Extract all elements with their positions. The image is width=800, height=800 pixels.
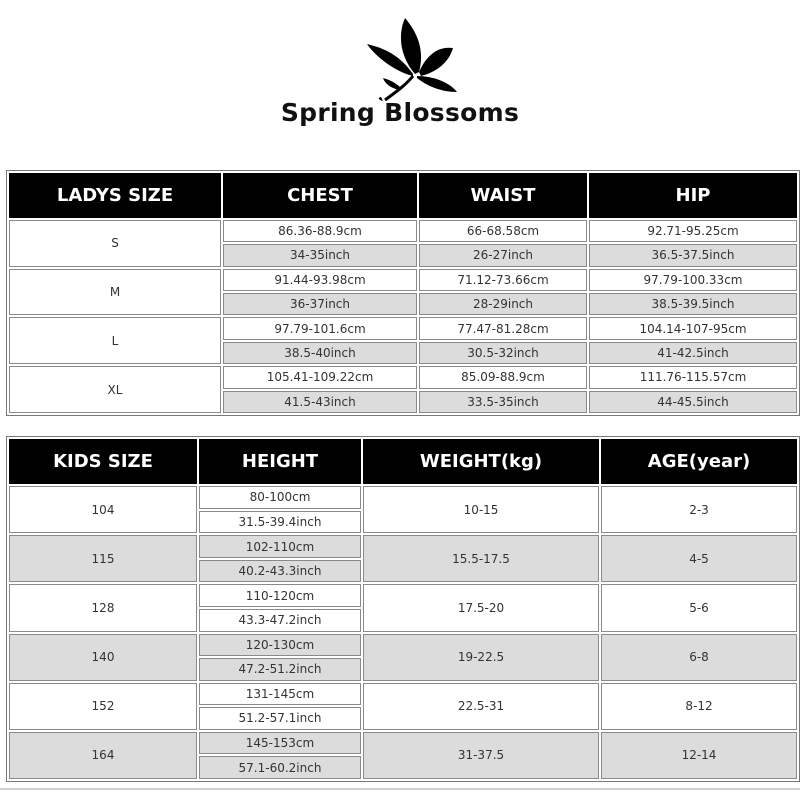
height-cm-cell: 80-100cm xyxy=(199,486,361,509)
size-cell: 128 xyxy=(9,584,197,631)
kids-size-table xyxy=(6,436,800,782)
size-cell: XL xyxy=(9,366,221,413)
hip-cm-cell: 111.76-115.57cm xyxy=(589,366,797,388)
brand-name: Spring Blossoms xyxy=(280,98,520,127)
weight-cell: 17.5-20 xyxy=(363,584,599,631)
height-cm-cell: 102-110cm xyxy=(199,535,361,558)
flower-icon xyxy=(355,14,465,106)
waist-cm-cell: 66-68.58cm xyxy=(419,220,587,242)
divider xyxy=(0,788,800,790)
hip-cm-cell: 104.14-107-95cm xyxy=(589,317,797,339)
waist-cm-cell: 85.09-88.9cm xyxy=(419,366,587,388)
table-row xyxy=(9,317,797,339)
size-cell: 104 xyxy=(9,486,197,533)
waist-cm-cell: 71.12-73.66cm xyxy=(419,269,587,291)
table-row xyxy=(9,535,797,558)
size-cell: M xyxy=(9,269,221,316)
table-row xyxy=(9,269,797,291)
chest-cm-cell: 86.36-88.9cm xyxy=(223,220,417,242)
column-header: CHEST xyxy=(223,173,417,218)
table-row xyxy=(9,220,797,242)
hip-inch-cell: 38.5-39.5inch xyxy=(589,293,797,315)
brand-header xyxy=(0,0,800,150)
table-row xyxy=(9,683,797,706)
column-header: KIDS SIZE xyxy=(9,439,197,484)
waist-inch-cell: 26-27inch xyxy=(419,244,587,266)
weight-cell: 10-15 xyxy=(363,486,599,533)
size-cell: 152 xyxy=(9,683,197,730)
height-inch-cell: 51.2-57.1inch xyxy=(199,707,361,730)
hip-inch-cell: 36.5-37.5inch xyxy=(589,244,797,266)
height-inch-cell: 31.5-39.4inch xyxy=(199,511,361,534)
age-cell: 5-6 xyxy=(601,584,797,631)
waist-inch-cell: 30.5-32inch xyxy=(419,342,587,364)
chest-cm-cell: 91.44-93.98cm xyxy=(223,269,417,291)
weight-cell: 15.5-17.5 xyxy=(363,535,599,582)
table-row xyxy=(9,584,797,607)
height-inch-cell: 47.2-51.2inch xyxy=(199,658,361,681)
hip-inch-cell: 41-42.5inch xyxy=(589,342,797,364)
column-header: AGE(year) xyxy=(601,439,797,484)
chest-inch-cell: 38.5-40inch xyxy=(223,342,417,364)
column-header: HIP xyxy=(589,173,797,218)
column-header: WEIGHT(kg) xyxy=(363,439,599,484)
table-header-row xyxy=(9,439,797,484)
size-cell: 115 xyxy=(9,535,197,582)
table-row xyxy=(9,366,797,388)
table-row xyxy=(9,732,797,755)
size-cell: L xyxy=(9,317,221,364)
table-header-row xyxy=(9,173,797,218)
chest-inch-cell: 34-35inch xyxy=(223,244,417,266)
age-cell: 4-5 xyxy=(601,535,797,582)
table-row xyxy=(9,634,797,657)
height-inch-cell: 40.2-43.3inch xyxy=(199,560,361,583)
chest-inch-cell: 41.5-43inch xyxy=(223,391,417,413)
waist-cm-cell: 77.47-81.28cm xyxy=(419,317,587,339)
chest-cm-cell: 97.79-101.6cm xyxy=(223,317,417,339)
table-row xyxy=(9,486,797,509)
column-header: WAIST xyxy=(419,173,587,218)
hip-cm-cell: 97.79-100.33cm xyxy=(589,269,797,291)
age-cell: 8-12 xyxy=(601,683,797,730)
age-cell: 12-14 xyxy=(601,732,797,779)
hip-inch-cell: 44-45.5inch xyxy=(589,391,797,413)
weight-cell: 19-22.5 xyxy=(363,634,599,681)
chest-inch-cell: 36-37inch xyxy=(223,293,417,315)
height-cm-cell: 120-130cm xyxy=(199,634,361,657)
height-cm-cell: 110-120cm xyxy=(199,584,361,607)
weight-cell: 31-37.5 xyxy=(363,732,599,779)
height-cm-cell: 131-145cm xyxy=(199,683,361,706)
age-cell: 2-3 xyxy=(601,486,797,533)
column-header: LADYS SIZE xyxy=(9,173,221,218)
column-header: HEIGHT xyxy=(199,439,361,484)
ladies-size-table xyxy=(6,170,800,416)
weight-cell: 22.5-31 xyxy=(363,683,599,730)
waist-inch-cell: 33.5-35inch xyxy=(419,391,587,413)
hip-cm-cell: 92.71-95.25cm xyxy=(589,220,797,242)
height-inch-cell: 57.1-60.2inch xyxy=(199,756,361,779)
age-cell: 6-8 xyxy=(601,634,797,681)
waist-inch-cell: 28-29inch xyxy=(419,293,587,315)
chest-cm-cell: 105.41-109.22cm xyxy=(223,366,417,388)
size-cell: 140 xyxy=(9,634,197,681)
size-cell: S xyxy=(9,220,221,267)
height-cm-cell: 145-153cm xyxy=(199,732,361,755)
size-cell: 164 xyxy=(9,732,197,779)
height-inch-cell: 43.3-47.2inch xyxy=(199,609,361,632)
